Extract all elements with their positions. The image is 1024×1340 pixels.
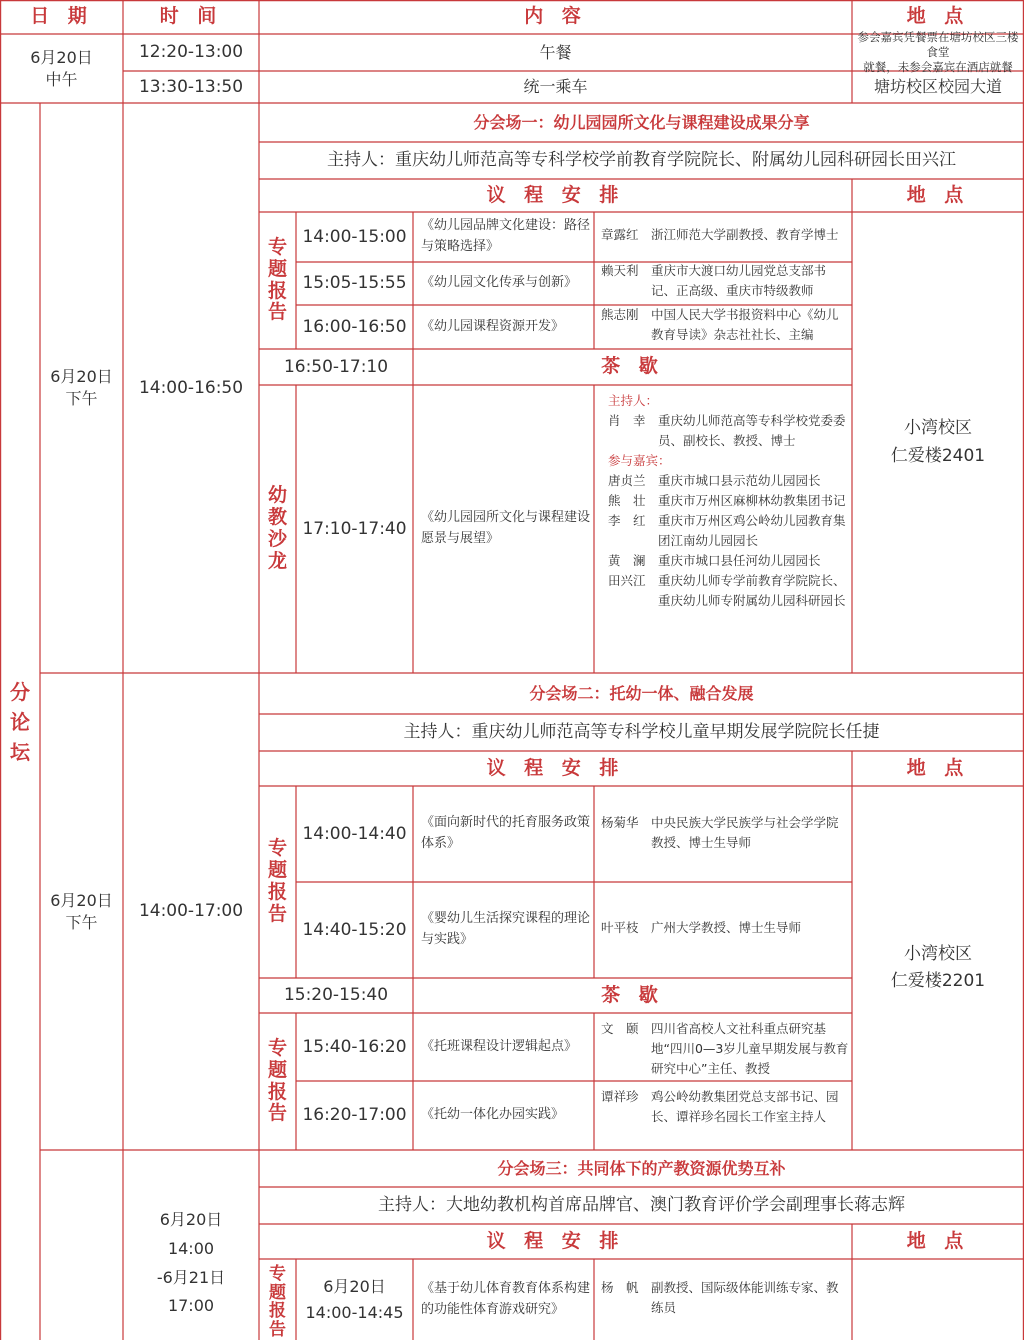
session1-time: 14:00-16:50 — [138, 377, 244, 398]
s2-break-time: 15:20-15:40 — [283, 985, 389, 1006]
speaker-desc: 重庆市万州区鸡公岭幼儿园教育集团江南幼儿园园长 — [658, 513, 846, 548]
speaker-name: 熊 壮 — [608, 493, 646, 508]
lunch-time-2: 13:30-13:50 — [138, 76, 244, 97]
session2-location — [852, 786, 1024, 1150]
s2-report1-title: 《面向新时代的托育服务政策体系》 — [421, 815, 591, 851]
report-char: 题 — [269, 1282, 286, 1303]
s1-report1-time: 14:00-15:00 — [302, 226, 407, 247]
session1-report-label — [259, 212, 296, 349]
s1-break-label: 茶 歇 — [601, 355, 664, 378]
speaker-desc: 鸡公岭幼教集团党总支部书记、园长、谭祥珍名园长工作室主持人 — [651, 1089, 839, 1124]
s3-report1-speaker — [601, 1278, 849, 1318]
lunch-date: 6月20日 — [30, 47, 93, 67]
speaker-name: 黄 澜 — [608, 553, 646, 568]
session2-date: 6月20日 — [50, 890, 113, 910]
session2-date-cell — [40, 673, 123, 1150]
s1-break-time: 16:50-17:10 — [283, 356, 389, 377]
report-char: 报 — [267, 881, 287, 903]
session2-title: 分会场二：托幼一体、融合发展 — [529, 683, 754, 703]
session3-host: 主持人：大地幼教机构首席品牌官、澳门教育评价学会副理事长蒋志辉 — [378, 1195, 905, 1216]
lunch-content-1: 午餐 — [539, 42, 572, 62]
s1-report2-title: 《幼儿园文化传承与创新》 — [421, 275, 578, 291]
s2-report3-title: 《托班课程设计逻辑起点》 — [421, 1038, 578, 1054]
s2-report4-title: 《托幼一体化办园实践》 — [421, 1107, 565, 1123]
speaker-name: 肖 幸 — [608, 413, 646, 428]
s3-dt-4: 17:00 — [167, 1296, 215, 1316]
speaker-name: 叶平枝 — [601, 920, 639, 935]
s1-salon-speakers — [608, 391, 848, 611]
session2-period: 下午 — [65, 912, 98, 932]
s1-salon-label — [259, 385, 296, 673]
session2-agenda-label: 议 程 安 排 — [486, 756, 625, 779]
speaker-name: 李 红 — [608, 513, 646, 528]
forum-char-3: 坛 — [10, 739, 30, 764]
session2-host: 主持人：重庆幼儿师范高等专科学校儿童早期发展学院院长任捷 — [403, 722, 880, 743]
s2-report3-time: 15:40-16:20 — [302, 1036, 407, 1057]
s2-report2-speaker — [601, 918, 849, 938]
s2-break-label: 茶 歇 — [601, 983, 664, 1006]
speaker-name: 田兴江 — [608, 573, 646, 588]
session1-title: 分会场一：幼儿园园所文化与课程建设成果分享 — [473, 112, 810, 132]
s3-report1-hours: 14:00-14:45 — [305, 1302, 404, 1322]
s1-salon-time: 17:10-17:40 — [302, 518, 407, 539]
report-char: 告 — [267, 1102, 287, 1125]
lunch-location-2: 塘坊校区校园大道 — [873, 77, 1002, 97]
speaker-name: 赖天利 — [601, 263, 639, 278]
speaker-name: 杨菊华 — [601, 815, 639, 830]
salon-guest-label: 参与嘉宾： — [608, 453, 671, 468]
speaker-desc: 重庆幼儿师专学前教育学院院长、重庆幼儿师专附属幼儿园科研园长 — [658, 573, 846, 608]
s2-location-line2: 仁爱楼2201 — [890, 971, 986, 991]
salon-char: 幼 — [267, 484, 287, 507]
speaker-desc: 中央民族大学民族学与社会学学院教授、博士生导师 — [651, 815, 839, 850]
speaker-name: 熊志刚 — [601, 307, 639, 322]
session1-agenda-label: 议 程 安 排 — [486, 183, 625, 206]
report-char: 专 — [267, 1036, 287, 1059]
s2-report1-speaker — [601, 813, 849, 853]
s2-report3-speaker — [601, 1019, 849, 1079]
speaker-desc: 重庆市万州区麻柳林幼教集团书记 — [658, 493, 846, 508]
speaker-name: 杨 帆 — [601, 1280, 639, 1295]
report-char: 告 — [269, 1320, 286, 1340]
report-char: 报 — [267, 279, 287, 302]
session3-title: 分会场三：共同体下的产教资源优势互补 — [497, 1158, 786, 1178]
s3-dt-2: 14:00 — [167, 1238, 215, 1258]
session3-datetime — [123, 1187, 259, 1340]
speaker-desc: 副教授、国际级体能训练专家、教练员 — [651, 1280, 839, 1315]
report-char: 专 — [267, 837, 287, 860]
salon-char: 沙 — [267, 528, 287, 550]
s2-location-line1: 小湾校区 — [904, 943, 972, 964]
speaker-desc: 浙江师范大学副教授、教育学博士 — [651, 227, 839, 242]
salon-host-label: 主持人： — [608, 393, 659, 408]
speaker-desc: 广州大学教授、博士生导师 — [651, 920, 802, 935]
s1-report2-speaker — [601, 261, 849, 301]
lunch-location-line2: 就餐，未参会嘉宾在酒店就餐 — [863, 59, 1013, 74]
s1-report3-time: 16:00-16:50 — [302, 316, 407, 337]
session2-report-label-b — [259, 1013, 296, 1150]
speaker-desc: 重庆市城口县示范幼儿园园长 — [658, 473, 821, 488]
s3-report1-title: 《基于幼儿体育教育体系构建的功能性体育游戏研究》 — [421, 1280, 591, 1317]
s1-report2-time: 15:05-15:55 — [302, 273, 407, 294]
session1-date-cell — [40, 103, 123, 673]
s1-report3-title: 《幼儿园课程资源开发》 — [421, 318, 565, 334]
speaker-desc: 四川省高校人文社科重点研究基地“四川0—3岁儿童早期发展与教育研究中心”主任、教授 — [651, 1021, 849, 1076]
session3-agenda-label: 议 程 安 排 — [486, 1229, 625, 1252]
header-date: 日 期 — [30, 5, 93, 28]
session1-location — [852, 212, 1024, 673]
s2-report4-time: 16:20-17:00 — [302, 1105, 407, 1126]
s2-report4-speaker — [601, 1087, 849, 1127]
report-char: 告 — [267, 301, 287, 324]
report-char: 题 — [267, 1058, 287, 1081]
forum-label — [0, 103, 40, 1340]
s1-location-line2: 仁爱楼2401 — [890, 445, 986, 466]
salon-char: 龙 — [267, 549, 287, 572]
speaker-name: 文 颐 — [601, 1021, 639, 1036]
s1-location-line1: 小湾校区 — [904, 418, 972, 439]
speaker-desc: 重庆幼儿师范高等专科学校党委委员、副校长、教授、博士 — [658, 413, 846, 448]
session1-date: 6月20日 — [50, 367, 113, 387]
report-char: 题 — [267, 257, 287, 280]
s3-dt-1: 6月20日 — [159, 1209, 223, 1229]
s2-report2-title: 《婴幼儿生活探究课程的理论与实践》 — [421, 911, 591, 947]
lunch-location-line1: 参会嘉宾凭餐票在塘坊校区三楼食堂 — [857, 30, 1019, 60]
session2-time: 14:00-17:00 — [138, 901, 244, 922]
s3-report1-date: 6月20日 — [323, 1276, 386, 1296]
header-time: 时 间 — [159, 5, 223, 28]
report-char: 报 — [267, 1080, 287, 1103]
s1-report1-title: 《幼儿园品牌文化建设：路径与策略选择》 — [421, 218, 591, 254]
lunch-period: 中午 — [45, 69, 78, 89]
s3-dt-3: -6月21日 — [156, 1267, 226, 1287]
s2-report2-time: 14:40-15:20 — [302, 919, 407, 940]
forum-char-2: 论 — [10, 709, 30, 734]
header-content: 内 容 — [524, 5, 587, 28]
lunch-content-2: 统一乘车 — [523, 77, 588, 97]
salon-char: 教 — [267, 506, 287, 529]
report-char: 题 — [267, 859, 287, 882]
report-char: 告 — [267, 902, 287, 925]
session3-report-label — [259, 1259, 296, 1340]
speaker-desc: 重庆市大渡口幼儿园党总支部书记、正高级、重庆市特级教师 — [651, 263, 827, 298]
lunch-date-cell — [0, 34, 123, 103]
session1-period: 下午 — [65, 389, 98, 408]
report-char: 专 — [267, 235, 287, 258]
s3-report1-time — [296, 1259, 413, 1340]
speaker-name: 唐贞兰 — [608, 473, 646, 488]
speaker-name: 章露红 — [601, 227, 639, 242]
forum-char-1: 分 — [10, 679, 30, 704]
s1-report3-speaker — [601, 305, 849, 345]
lunch-location-1 — [852, 30, 1024, 74]
session1-host: 主持人：重庆幼儿师范高等专科学校学前教育学院院长、附属幼儿园科研园长田兴江 — [327, 150, 956, 171]
speaker-name: 谭祥珍 — [601, 1089, 639, 1104]
s2-report1-time: 14:00-14:40 — [302, 823, 407, 844]
session3-location-label: 地 点 — [906, 1229, 970, 1252]
s1-report1-speaker — [601, 225, 849, 245]
report-char: 报 — [269, 1301, 286, 1322]
header-location: 地 点 — [906, 5, 970, 28]
report-char: 专 — [269, 1264, 286, 1284]
lunch-time-1: 12:20-13:00 — [138, 42, 244, 63]
session2-report-label-a — [259, 786, 296, 978]
s1-salon-title: 《幼儿园园所文化与课程建设愿景与展望》 — [421, 510, 591, 546]
speaker-desc: 中国人民大学书报资料中心《幼儿教育导读》杂志社社长、主编 — [651, 307, 839, 342]
session2-location-label: 地 点 — [906, 756, 970, 779]
speaker-desc: 重庆市城口县任河幼儿园园长 — [658, 553, 821, 568]
session1-location-label: 地 点 — [906, 183, 970, 206]
